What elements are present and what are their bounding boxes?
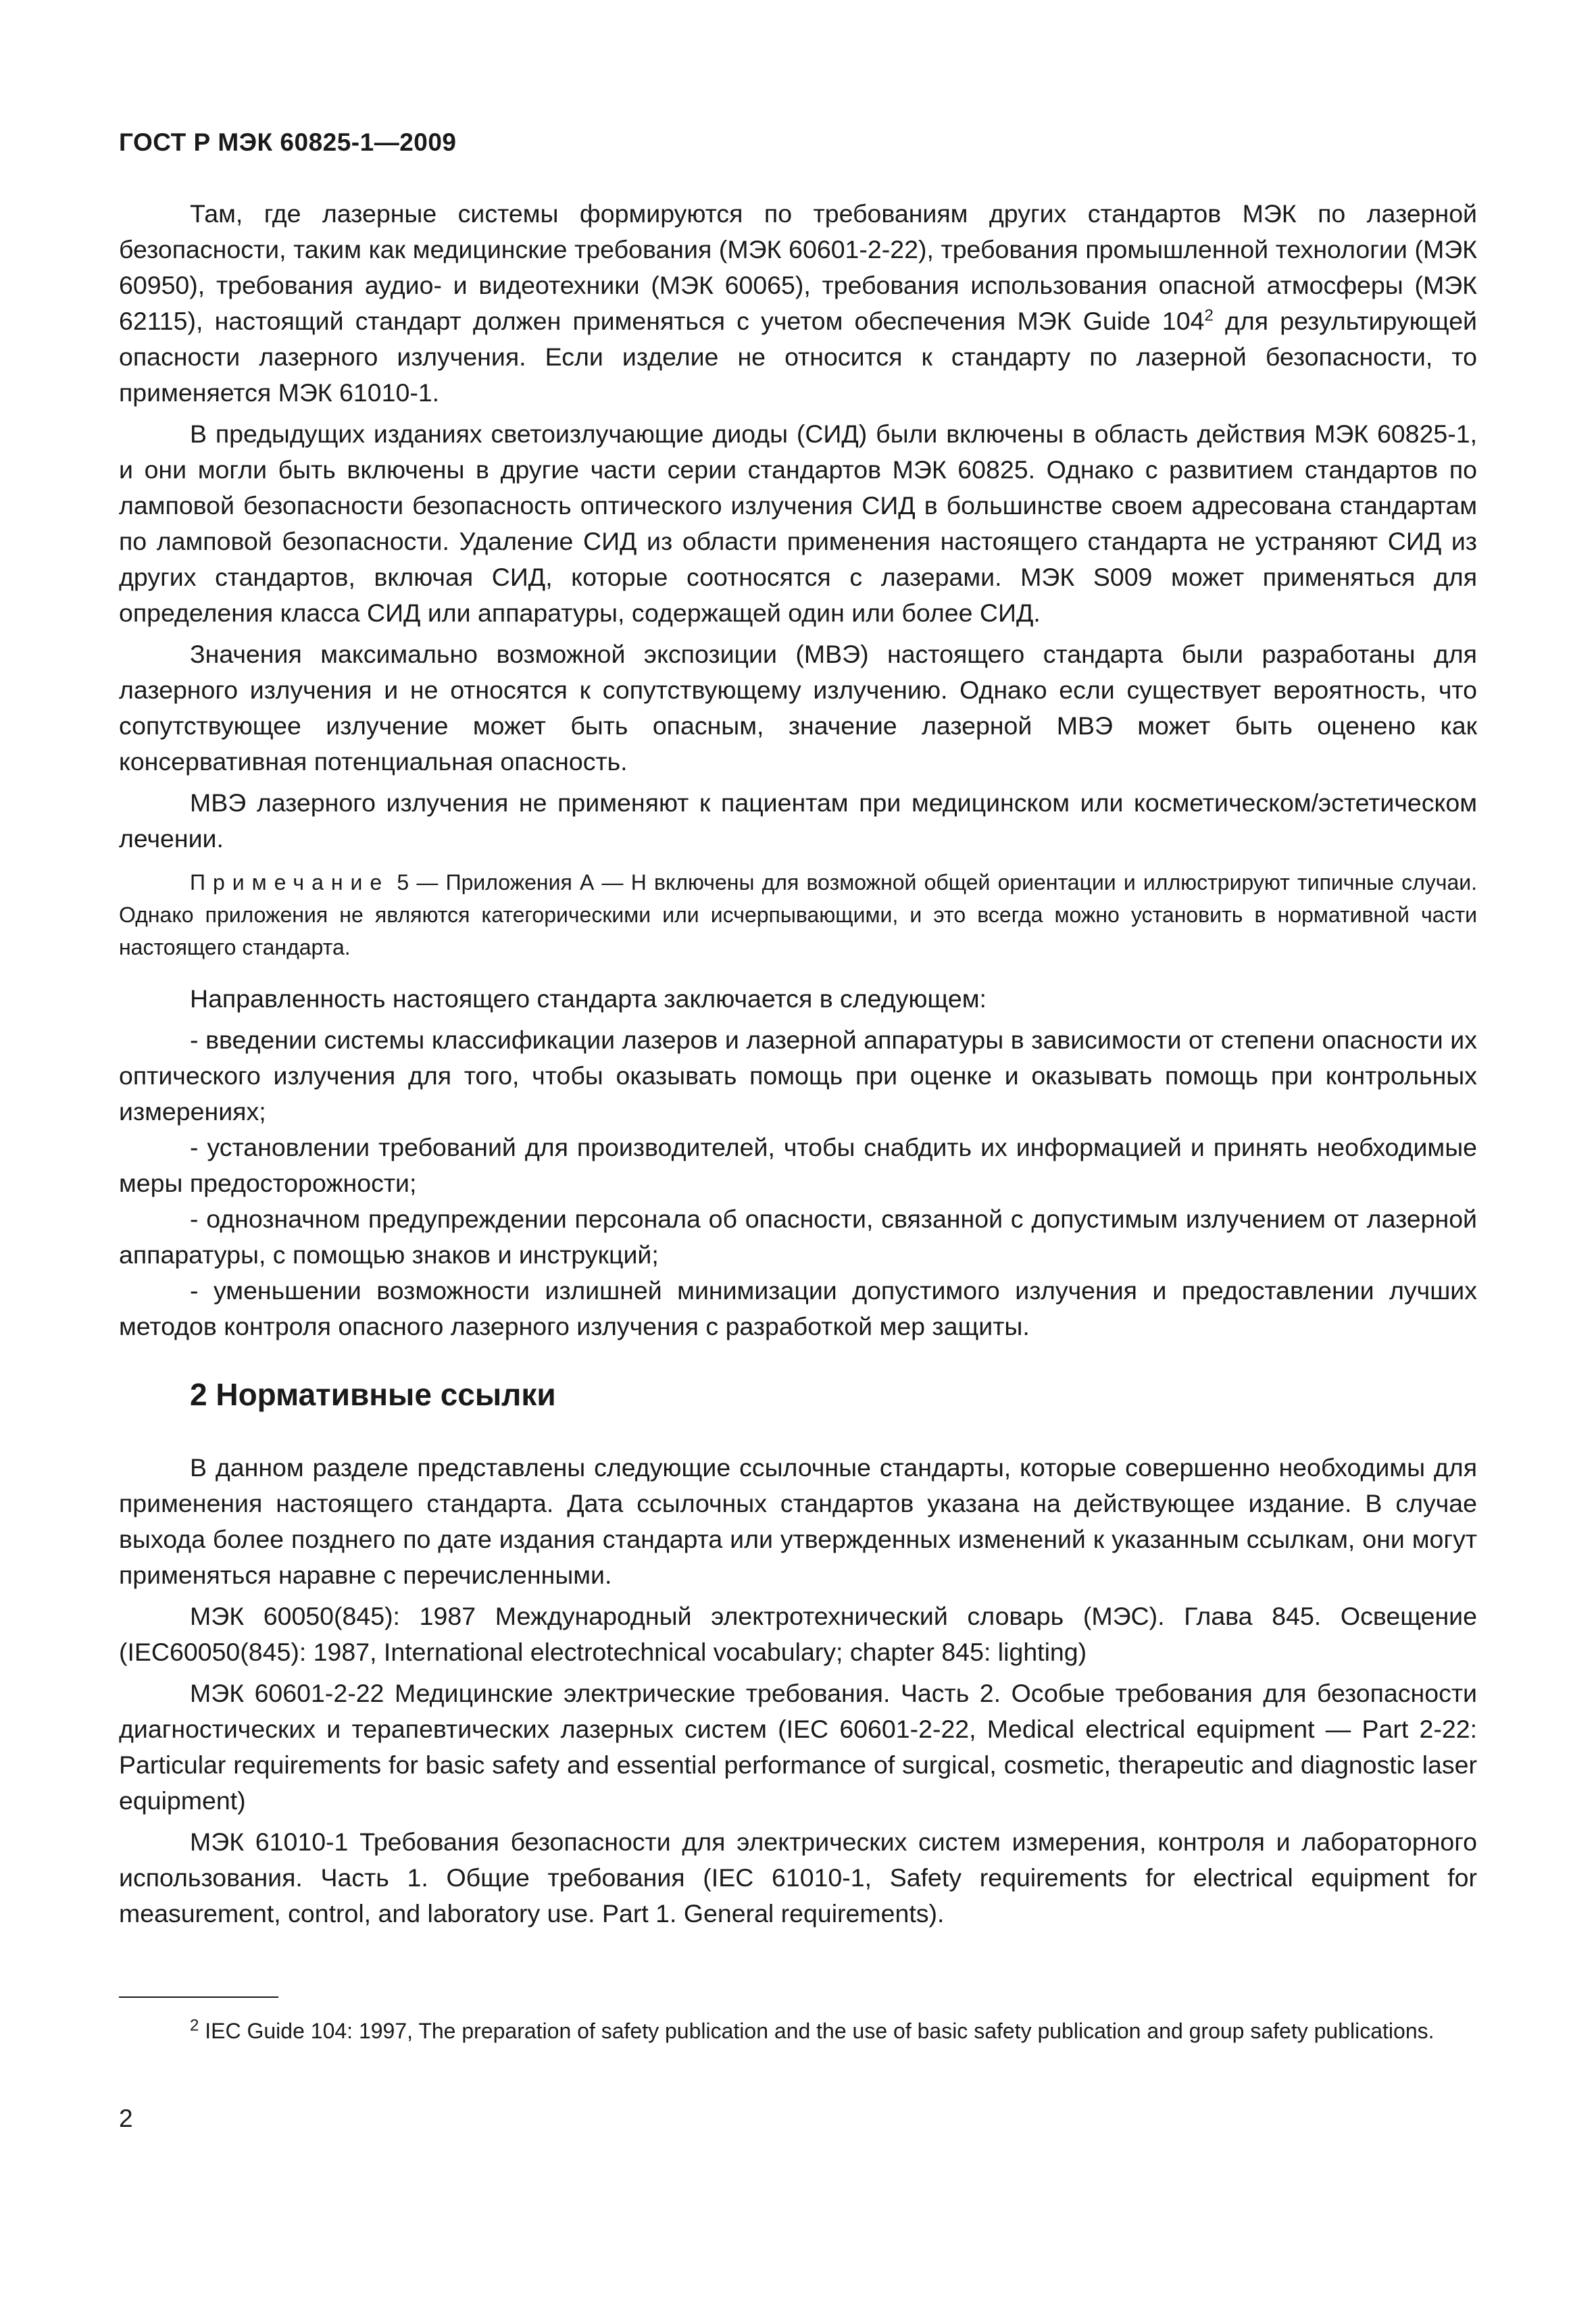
paragraph-text: для результирующей опасности лазерного излучения. Если изделие не относится к стандарту по лазерной безопасности, то применяется МЭК 61010-1. <box>119 307 1477 407</box>
paragraph-laser-systems <box>119 196 1477 411</box>
paragraph-mpe: Значения максимально возможной экспозиции (МВЭ) настоящего стандарта были разработаны для лазерного излучения и не относятся к сопутствующему излучению. Однако если существует вероятность, что сопутствующее излучение может быть опасным, значение лазерной МВЭ может быть оценено как консервативная потенциальная опасность. <box>119 640 1477 776</box>
reference-item: МЭК 60601-2-22 Медицинские электрические требования. Часть 2. Особые требования для безопасности диагностических и терапевтических лазерных систем (IEC 60601-2-22, Medical electrical equipment — Part 2-22: Particular requirements for basic safety and essential performance of surgical, cosmetic, therapeutic and diagnostic laser equipment) <box>119 1679 1477 1815</box>
list-item: - введении системы классификации лазеров и лазерной аппаратуры в зависимости от степени опасности их оптического излучения для того, чтобы оказывать помощь при оценке и оказывать помощь при контрольных измерениях; <box>119 1026 1477 1126</box>
section-title: 2 Нормативные ссылки <box>190 1377 556 1412</box>
note-text: — Приложения А — Н включены для возможной общей ориентации и иллюстрируют типичные случаи. Однако приложения не являются категорическими или исчерпывающими, и это всегда можно установить в нормативной части настоящего стандарта. <box>119 870 1478 959</box>
document-body <box>119 196 1477 1937</box>
note-5 <box>119 866 1477 963</box>
footnote-divider <box>119 1996 278 1998</box>
document-header: ГОСТ Р МЭК 60825-1—2009 <box>119 128 457 156</box>
paragraph-led: В предыдущих изданиях светоизлучающие диоды (СИД) были включены в область действия МЭК 60825-1, и они могли быть включены в другие части серии стандартов МЭК 60825. Однако с развитием стандартов по ламповой безопасности безопасность оптического излучения СИД в большинстве своем адресована стандартам по ламповой безопасности. Удаление СИД из области применения настоящего стандарта не устраняют СИД из других стандартов, включая СИД, которые соотносятся с лазерами. МЭК S009 может применяться для определения класса СИД или аппаратуры, содержащей один или более СИД. <box>119 420 1477 627</box>
list-item: - уменьшении возможности излишней минимизации допустимого излучения и предоставлении лучших методов контроля опасного лазерного излучения с разработкой мер защиты. <box>119 1276 1477 1340</box>
page-number: 2 <box>119 2105 133 2132</box>
paragraph-mpe-patients: МВЭ лазерного излучения не применяют к пациентам при медицинском или косметическом/эстетическом лечении. <box>119 788 1477 853</box>
reference-item: МЭК 61010-1 Требования безопасности для электрических систем измерения, контроля и лабораторного использования. Часть 1. Общие требования (IEC 61010-1, Safety requirements for electrical equipment for measurement, control, and laboratory use. Part 1. General requirements). <box>119 1828 1477 1928</box>
direction-intro: Направленность настоящего стандарта заключается в следующем: <box>190 984 987 1013</box>
section-intro: В данном разделе представлены следующие ссылочные стандарты, которые совершенно необходимы для применения настоящего стандарта. Дата ссылочных стандартов указана на действующее издание. В случае выхода более позднего по дате издания стандарта или утвержденных изменений к указанным ссылкам, они могут применяться наравне с перечисленными. <box>119 1453 1477 1589</box>
list-item: - установлении требований для производителей, чтобы снабдить их информацией и принять необходимые меры предосторожности; <box>119 1133 1477 1197</box>
reference-item: МЭК 60050(845): 1987 Международный электротехнический словарь (МЭС). Глава 845. Освещение (IEC60050(845): 1987, International electrotechnical vocabulary; chapter 845: lighting) <box>119 1602 1477 1666</box>
footnote-reference[interactable]: 2 <box>1204 306 1214 325</box>
list-item: - однозначном предупреждении персонала об опасности, связанной с допустимым излучением от лазерной аппаратуры, с помощью знаков и инструкций; <box>119 1205 1477 1269</box>
footnote <box>119 2015 1477 2047</box>
footnote-marker: 2 <box>190 2016 199 2035</box>
paragraph-text: Там, где лазерные системы формируются по требованиям других стандартов МЭК по лазерной безопасности, таким как медицинские требования (МЭК 60601-2-22), требования промышленной технологии (МЭК 60950), требования аудио- и видеотехники (МЭК 60065), требования использования опасной атмосферы (МЭК 62115), настоящий стандарт должен применяться с учетом обеспечения МЭК Guide 104 <box>119 199 1477 335</box>
footnote-text: IEC Guide 104: 1997, The preparation of safety publication and the use of basic safety publication and group safety publications. <box>199 2019 1435 2043</box>
note-label: Примечание <box>190 870 390 895</box>
note-number: 5 <box>389 870 409 895</box>
